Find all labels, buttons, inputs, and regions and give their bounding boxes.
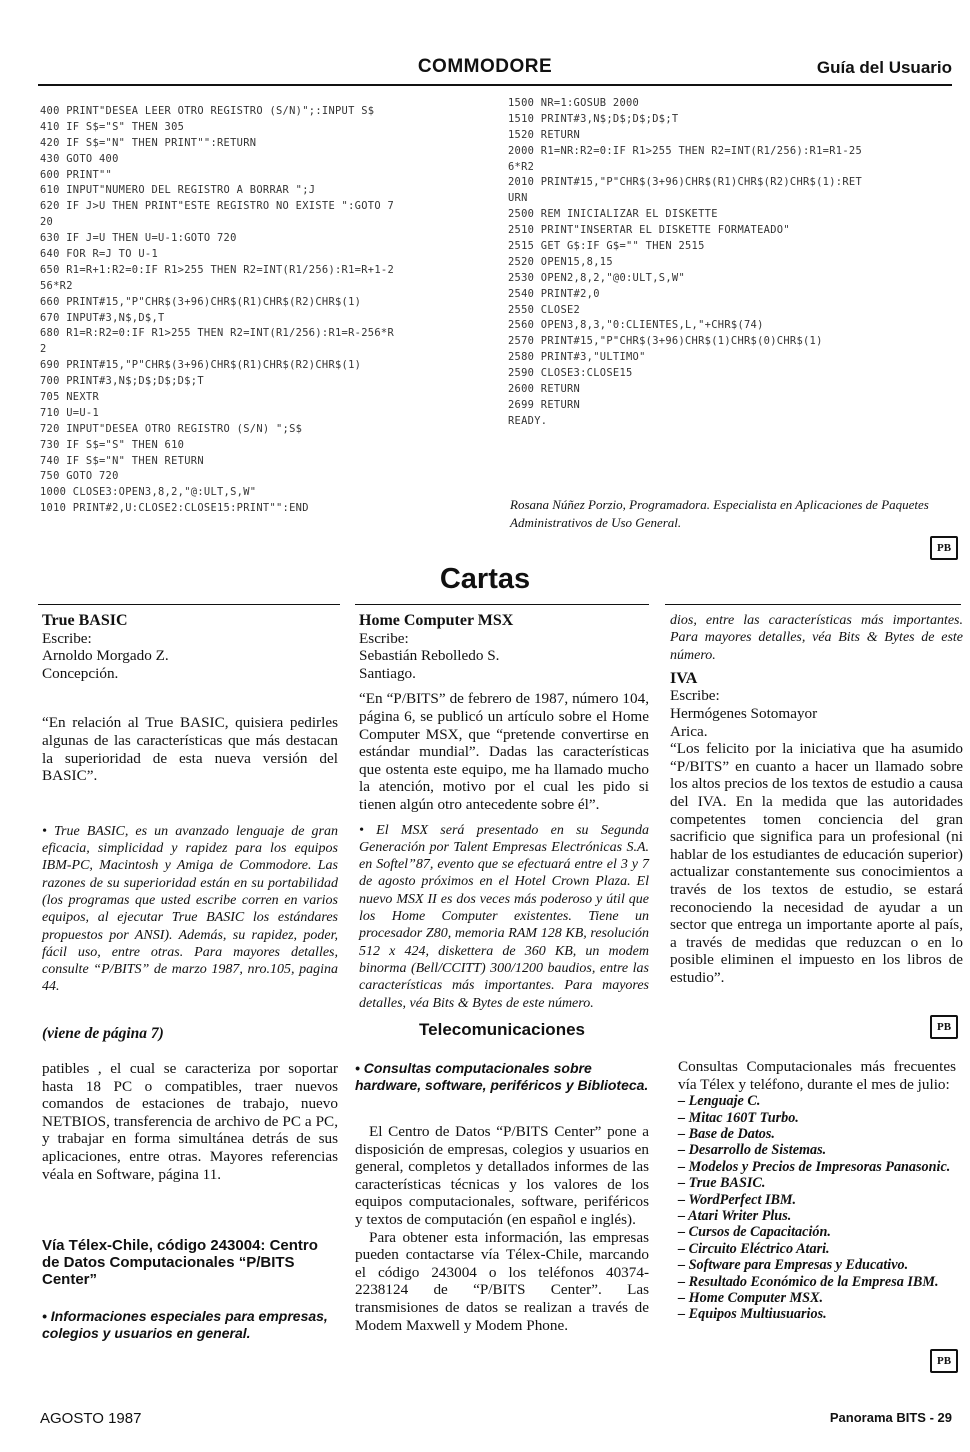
code-line: 630 IF J=U THEN U=U-1:GOTO 720 xyxy=(40,232,237,245)
telecom-list-item: – Base de Datos. xyxy=(678,1126,775,1142)
column-rule xyxy=(665,604,961,605)
letter-city: Santiago. xyxy=(359,664,416,682)
code-line: 710 U=U-1 xyxy=(40,406,100,419)
code-line: URN xyxy=(508,192,528,205)
telecom-list xyxy=(678,1093,956,1323)
letter-quote: “En “P/BITS” de febrero de 1987, número 104, página 6, se publicó un artículo sobre el Home Computer MSX, que “pretende convertirse en estándar mundial”. Dadas las características que ostenta este equipo, me ha llamado mucho la atención, motivo por el cual les pido si tienen algún otro antecedente sobre él”. xyxy=(359,690,649,813)
code-line: 1520 RETURN xyxy=(508,128,581,141)
telecom-list-item: – Resultado Económico de la Empresa IBM. xyxy=(678,1273,939,1290)
letter-city: Concepción. xyxy=(42,664,119,682)
code-line: 2500 REM INICIALIZAR EL DISKETTE xyxy=(508,208,718,221)
code-line: 1500 NR=1:GOSUB 2000 xyxy=(508,97,640,109)
code-line: 2540 PRINT#2,0 xyxy=(508,287,600,300)
code-line: 680 R1=R:R2=0:IF R1>255 THEN R2=INT(R1/256):R1=R-256*R xyxy=(40,327,395,340)
continued-from-label: (viene de página 7) xyxy=(42,1025,164,1042)
letter-heading: Home Computer MSX xyxy=(359,612,514,629)
letter-writes: Escribe: xyxy=(42,629,92,647)
telex-bullet: • Informaciones especiales para empresas, colegios y usuarios en general. xyxy=(42,1308,328,1341)
code-line: 20 xyxy=(40,216,54,229)
telecom-paragraph-1: El Centro de Datos “P/BITS Center” pone a disposición de empresas, colegios y usuarios en general, completos y detallados informes de las características técnicas y los valores de los equipos computacionales, software, periféricos y textos de computación (en español e inglés). xyxy=(355,1123,649,1228)
code-line: 670 INPUT#3,N$,D$,T xyxy=(40,311,165,324)
pb-end-mark: PB xyxy=(930,1349,958,1373)
code-line: 720 INPUT"DESEA OTRO REGISTRO (S/N) ";S$ xyxy=(40,422,303,435)
author-note: Rosana Núñez Porzio, Programadora. Especialista en Aplicaciones de Paquetes Administrativos de Uso General. xyxy=(510,497,929,530)
code-line: 610 INPUT"NUMERO DEL REGISTRO A BORRAR ";J xyxy=(40,184,316,197)
msx-reply-continuation: dios, entre las características más importantes. Para mayores detalles, véa Bits & Bytes de este número. xyxy=(670,613,963,663)
letter-writes: Escribe: xyxy=(670,687,720,705)
letter-reply: • True BASIC, es un avanzado lenguaje de gran eficacia, simplicidad y rapidez para los equipos IBM-PC, Macintosh y Amiga de Commodore. Las razones de su superioridad están en su portabilidad (los programas que usted escribe corren en varios equipos, al ejecutar True BASIC los estándares propuestos por ANSI). Además, su rapidez, poder, fácil uso, entre otras. Para mayores detalles, consulte “P/BITS” de marzo 1987, nro.105, pagina 44. xyxy=(42,823,338,995)
code-line: 690 PRINT#15,"P"CHR$(3+96)CHR$(R1)CHR$(R2)CHR$(1) xyxy=(40,359,362,372)
code-line: 2515 GET G$:IF G$="" THEN 2515 xyxy=(508,240,705,253)
code-line: 2699 RETURN xyxy=(508,398,581,411)
code-line: 2520 OPEN15,8,15 xyxy=(508,255,613,268)
code-line: 400 PRINT"DESEA LEER OTRO REGISTRO (S/N)";:INPUT S$ xyxy=(40,105,375,117)
running-header-title: COMMODORE xyxy=(417,56,553,77)
code-line: 2590 CLOSE3:CLOSE15 xyxy=(508,367,633,380)
code-listing-left xyxy=(40,104,480,517)
telecom-list-item: – Atari Writer Plus. xyxy=(678,1208,792,1225)
column-rule xyxy=(38,604,340,605)
letter-reply: • El MSX será presentado en su Segunda Generación por Talent Empresas Electrónicas S.A. en Softel”87, evento que se efectuará entre el 3 y 7 de agosto próximos en el Hotel Crown Plaza. El nuevo MSX II es dos veces más poderoso y útil que los Home Computer existentes. Tiene un procesador Z80, memoria RAM 128 KB, resolución 512 x 424, diskettera de 360 KB, un modem binorma (Bell/CCITT) 300/1200 baudios, entre las características más importantes. Para mayores detalles, véa Bits & Bytes de este número. xyxy=(359,822,649,1011)
code-line: 2560 OPEN3,8,3,"0:CLIENTES,L,"+CHR$(74) xyxy=(508,319,764,332)
code-line: 750 GOTO 720 xyxy=(40,470,119,483)
section-title: Cartas xyxy=(439,563,531,595)
pb-end-mark: PB xyxy=(930,1015,958,1039)
telecom-list-item: – Circuito Eléctrico Atari. xyxy=(678,1240,830,1257)
code-line: 2600 RETURN xyxy=(508,383,581,396)
code-line: 56*R2 xyxy=(40,279,73,292)
telecom-article xyxy=(355,1060,649,1334)
footer-date: AGOSTO 1987 xyxy=(40,1410,142,1427)
letter-msx xyxy=(359,612,649,1011)
telecom-paragraph-2: Para obtener esta información, las empresas pueden contactarse vía Télex-Chile, marcando el código 243004 o los teléfonos 40374-2238124 de “P/BITS Center”. Las transmisiones de datos se realizan a través de Modem Maxwell y Modem Phone. xyxy=(355,1228,649,1334)
code-line: 2570 PRINT#15,"P"CHR$(3+96)CHR$(1)CHR$(0)CHR$(1) xyxy=(508,335,823,348)
code-line: 420 IF S$="N" THEN PRINT"":RETURN xyxy=(40,136,257,149)
code-line: READY. xyxy=(508,414,548,427)
code-line: 430 GOTO 400 xyxy=(40,152,119,165)
code-line: 1000 CLOSE3:OPEN3,8,2,"@:ULT,S,W" xyxy=(40,486,257,499)
continued-article xyxy=(42,1060,338,1341)
code-line: 2530 OPEN2,8,2,"@0:ULT,S,W" xyxy=(508,271,686,284)
code-line: 2510 PRINT"INSERTAR EL DISKETTE FORMATEADO" xyxy=(508,224,790,237)
code-line: 600 PRINT"" xyxy=(40,168,113,181)
letter-author: Hermógenes Sotomayor xyxy=(670,705,818,723)
pb-end-mark: PB xyxy=(930,536,958,560)
letter-quote: “En relación al True BASIC, quisiera pedirles algunas de las características que más destacan la superioridad de esta nueva versión del BASIC”. xyxy=(42,714,338,785)
telecom-list-item: – Desarrollo de Sistemas. xyxy=(678,1142,827,1159)
running-header-right: Guía del Usuario xyxy=(816,58,952,77)
telecom-list-column xyxy=(678,1058,956,1323)
letter-city: Arica. xyxy=(670,722,708,740)
code-line: 620 IF J>U THEN PRINT"ESTE REGISTRO NO EXISTE ":GOTO 7 xyxy=(40,200,395,213)
header-rule xyxy=(38,84,952,86)
code-line: 410 IF S$="S" THEN 305 xyxy=(40,120,185,133)
code-line: 740 IF S$="N" THEN RETURN xyxy=(40,454,204,467)
letter-author: Arnoldo Morgado Z. xyxy=(42,647,169,665)
telecom-list-item: – Equipos Multiusuarios. xyxy=(678,1306,827,1323)
telecom-list-item: – Modelos y Precios de Impresoras Panasonic. xyxy=(678,1158,951,1175)
code-line: 2550 CLOSE2 xyxy=(508,303,581,316)
continued-text: patibles , el cual se caracteriza por soportar hasta 18 PC o compatibles, traer nuevos comandos de estaciones de trabajo, nuevo NETBIOS, transferencia de archivo de PC a PC, y trabajar en forma simultánea detrás de sus aplicaciones, entre otras. Mayores referencias véala en Software, página 11. xyxy=(42,1060,338,1183)
telecom-list-item: – Software para Empresas y Educativo. xyxy=(678,1257,909,1274)
code-line: 2010 PRINT#15,"P"CHR$(3+96)CHR$(R1)CHR$(R2)CHR$(1):RET xyxy=(508,176,863,189)
telecom-list-item: – Home Computer MSX. xyxy=(678,1290,824,1307)
code-line: 2 xyxy=(40,343,47,356)
letter-quote: “Los felicito por la iniciativa que ha asumido “P/BITS” en cuanto a hacer un llamado sobre los altos precios de los textos de estudio a causa del IVA. En la medida que las autoridades competentes tomen conciencia del gran sacrificio que significa para un profesional (ni hablar de los estudiantes de educación superior) actualizar constantemente sus conocimientos a través de los textos de estudio, se estará reconociendo la necesidad de ayudar a un sector que entrega un importante aporte al país, a través de medidas que reduzcan o en lo posible eliminen el impuesto en los libros de estudio”. xyxy=(670,740,963,986)
code-line: 2580 PRINT#3,"ULTIMO" xyxy=(508,351,646,364)
code-line: 700 PRINT#3,N$;D$;D$;D$;T xyxy=(40,375,204,388)
telecom-list-item: – Cursos de Capacitación. xyxy=(678,1224,831,1241)
letter-iva xyxy=(670,612,963,987)
telecom-list-item: – Lenguaje C. xyxy=(678,1093,761,1110)
code-line: 6*R2 xyxy=(508,160,535,173)
code-line: 1010 PRINT#2,U:CLOSE2:CLOSE15:PRINT"":END xyxy=(40,502,309,515)
telecom-list-item: – Mitac 160T Turbo. xyxy=(678,1109,799,1126)
code-line: 660 PRINT#15,"P"CHR$(3+96)CHR$(R1)CHR$(R2)CHR$(1) xyxy=(40,295,362,308)
code-line: 2000 R1=NR:R2=0:IF R1>255 THEN R2=INT(R1/256):R1=R1-25 xyxy=(508,144,863,157)
letter-writes: Escribe: xyxy=(359,629,409,647)
telecom-list-intro: Consultas Computacionales más frecuentes vía Télex y teléfono, durante el mes de julio: xyxy=(678,1058,956,1093)
code-line: 640 FOR R=J TO U-1 xyxy=(40,248,159,261)
code-line: 705 NEXTR xyxy=(40,391,100,404)
footer-page: Panorama BITS - 29 xyxy=(829,1410,952,1425)
telecom-list-item: – WordPerfect IBM. xyxy=(678,1191,797,1208)
letter-heading: IVA xyxy=(670,669,698,687)
code-line: 650 R1=R+1:R2=0:IF R1>255 THEN R2=INT(R1/256):R1=R+1-2 xyxy=(40,263,395,276)
code-listing-right xyxy=(508,96,948,430)
letter-true-basic xyxy=(42,612,338,996)
letter-heading: True BASIC xyxy=(42,612,128,629)
code-line: 730 IF S$="S" THEN 610 xyxy=(40,438,185,451)
telex-heading: Vía Télex-Chile, código 243004: Centro de Datos Computacionales “P/BITS Center” xyxy=(42,1237,318,1289)
letter-author: Sebastián Rebolledo S. xyxy=(359,647,500,665)
telecom-title: Telecomunicaciones xyxy=(419,1020,585,1039)
telecom-list-item: – True BASIC. xyxy=(678,1175,766,1192)
telecom-bullet: • Consultas computacionales sobre hardware, software, periféricos y Biblioteca. xyxy=(355,1060,649,1093)
column-rule xyxy=(355,604,649,605)
code-line: 1510 PRINT#3,N$;D$;D$;D$;T xyxy=(508,112,679,125)
